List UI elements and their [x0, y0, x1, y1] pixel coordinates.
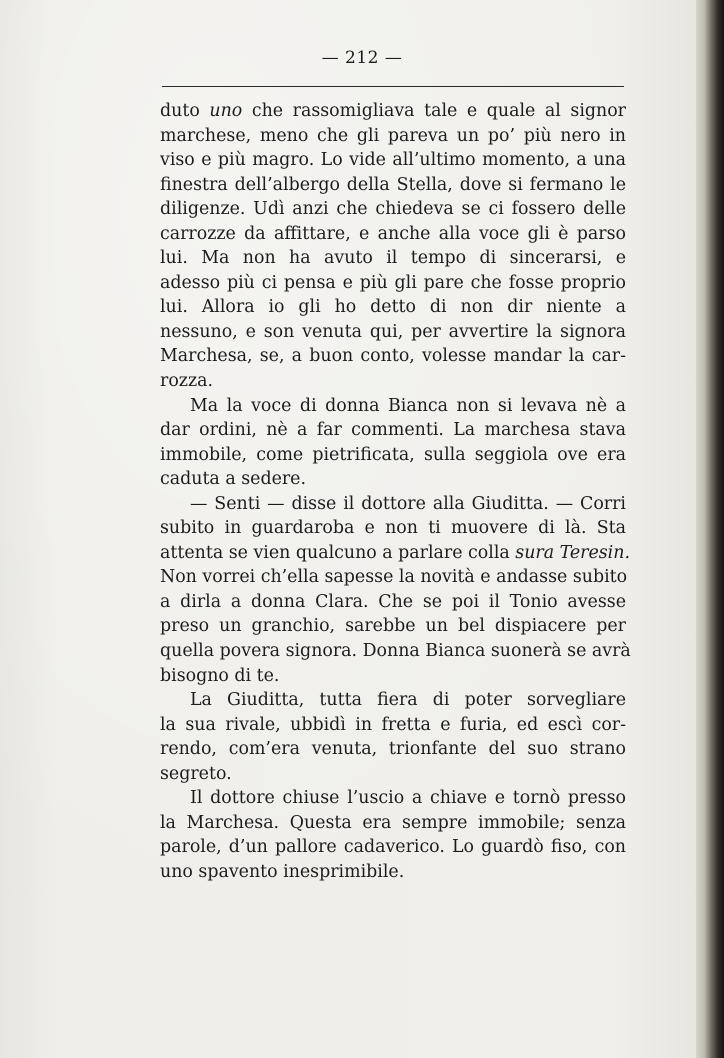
text-line: rendo, com’era venuta, trionfante del suo strano — [160, 739, 626, 760]
text-line: La Giuditta, tutta fiera di poter sorvegliare — [190, 690, 626, 711]
text-line: uno spavento inesprimibile. — [160, 861, 405, 882]
text-line: diligenze. Udì anzi che chiedeva se ci fossero delle — [160, 199, 626, 220]
text-line: subito in guardaroba e non ti muovere di là. Sta — [160, 518, 626, 539]
text-line: nessuno, e son venuta qui, per avvertire la signora — [160, 321, 626, 342]
text-line: bisogno di te. — [160, 665, 280, 686]
text-line: Il dottore chiuse l’uscio a chiave e tornò presso — [190, 788, 626, 809]
text-line: Marchesa, se, a buon conto, volesse mandar la car- — [160, 346, 626, 367]
text-line: a dirla a donna Clara. Che se poi il Tonio avesse — [160, 591, 626, 612]
text-line: carrozze da affittare, e anche alla voce gli è parso — [160, 223, 626, 244]
text-line: immobile, come pietrificata, sulla seggiola ove era — [160, 444, 626, 465]
text-line: lui. Allora io gli ho detto di non dir niente a — [160, 297, 626, 318]
text-line: rozza. — [160, 371, 214, 392]
text-line: attenta se vien qualcuno a parlare colla sura Teresin. — [160, 542, 630, 563]
text-line: parole, d’un pallore cadaverico. Lo guardò fiso, con — [160, 837, 626, 858]
header-rule — [162, 86, 624, 87]
text-line: — Senti — disse il dottore alla Giuditta. — Corri — [190, 493, 626, 514]
body-text — [160, 99, 631, 885]
text-line: viso e più magro. Lo vide all’ultimo momento, a una — [160, 150, 626, 171]
text-line: finestra dell’albergo della Stella, dove si fermano le — [160, 174, 626, 195]
text-line: caduta a sedere. — [160, 469, 306, 490]
text-line: la Marchesa. Questa era sempre immobile; senza — [160, 812, 626, 833]
page-number: — 212 — — [321, 48, 403, 68]
book-binding — [696, 0, 724, 1058]
text-line: adesso più ci pensa e più gli pare che fosse proprio — [160, 272, 626, 293]
text-line: Ma la voce di donna Bianca non si levava nè a — [190, 395, 626, 416]
text-line: dar ordini, nè a far commenti. La marchesa stava — [160, 420, 626, 441]
text-line: duto uno che rassomigliava tale e quale al signor — [160, 101, 626, 121]
text-line: marchese, meno che gli pareva un po’ più nero in — [160, 125, 626, 146]
text-line: preso un granchio, sarebbe un bel dispiacere per — [160, 616, 626, 637]
text-line: la sua rivale, ubbidì in fretta e furia, ed escì cor- — [160, 714, 626, 735]
text-line: lui. Ma non ha avuto il tempo di sincerarsi, e — [160, 248, 626, 269]
text-line: segreto. — [160, 763, 232, 784]
text-line: quella povera signora. Donna Bianca suonerà se avrà — [160, 641, 631, 662]
text-line: Non vorrei ch’ella sapesse la novità e andasse subito — [160, 567, 628, 588]
